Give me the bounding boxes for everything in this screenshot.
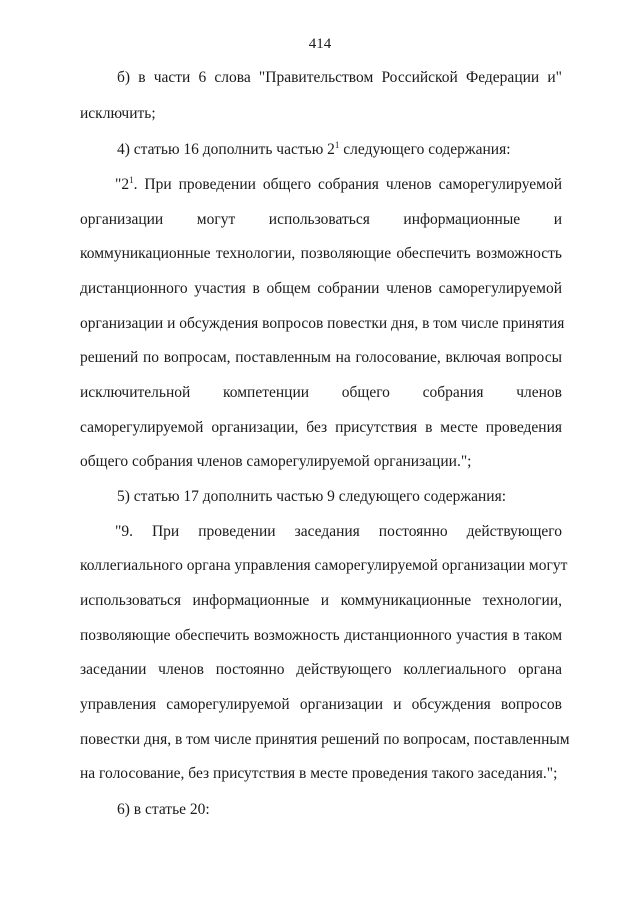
paragraph-line: коллегиального органа управления саморегулируемой организации могут	[80, 557, 568, 574]
paragraph-line: управления саморегулируемой организации и обсуждения вопросов	[80, 696, 562, 713]
text-run: . При проведении общего собрания членов саморегулируемой	[133, 176, 562, 193]
paragraph-line	[117, 140, 562, 160]
superscript: 1	[334, 140, 340, 150]
paragraph-line: заседании членов постоянно действующего коллегиального органа	[80, 661, 562, 678]
paragraph-line: дистанционного участия в общем собрании членов саморегулируемой	[80, 280, 562, 297]
paragraph-line: саморегулируемой организации, без присутствия в месте проведения	[80, 419, 562, 436]
paragraph-line: "9. При проведении заседания постоянно действующего	[115, 523, 562, 540]
paragraph-line: на голосование, без присутствия в месте проведения такого заседания.";	[80, 765, 558, 782]
paragraph-line: общего собрания членов саморегулируемой организации.";	[80, 453, 472, 470]
paragraph-line: организации могут использоваться информационные и	[80, 211, 562, 228]
text-run: 4) статью 16 дополнить частью 2	[117, 141, 335, 158]
paragraph-line: организации и обсуждения вопросов повестки дня, в том числе принятия	[80, 315, 565, 332]
paragraph-line: б) в части 6 слова "Правительством Российской Федерации и"	[117, 69, 562, 86]
paragraph-line: позволяющие обеспечить возможность дистанционного участия в таком	[80, 627, 562, 644]
paragraph-line: коммуникационные технологии, позволяющие обеспечить возможность	[80, 245, 562, 262]
paragraph-line: исключить;	[80, 105, 156, 122]
paragraph-line: решений по вопросам, поставленным на голосование, включая вопросы	[80, 349, 562, 366]
superscript: 1	[129, 175, 134, 185]
paragraph-line: 6) в статье 20:	[117, 801, 210, 818]
paragraph-line: 5) статью 17 дополнить частью 9 следующего содержания:	[117, 488, 507, 505]
page-number: 414	[308, 36, 332, 52]
text-run: "2	[115, 176, 130, 193]
paragraph-line: исключительной компетенции общего собрания членов	[80, 384, 562, 401]
paragraph-line: использоваться информационные и коммуникационные технологии,	[80, 592, 562, 609]
paragraph-line: повестки дня, в том числе принятия решений по вопросам, поставленным	[80, 731, 570, 748]
paragraph-line	[115, 175, 562, 195]
text-run: следующего содержания:	[339, 141, 511, 158]
